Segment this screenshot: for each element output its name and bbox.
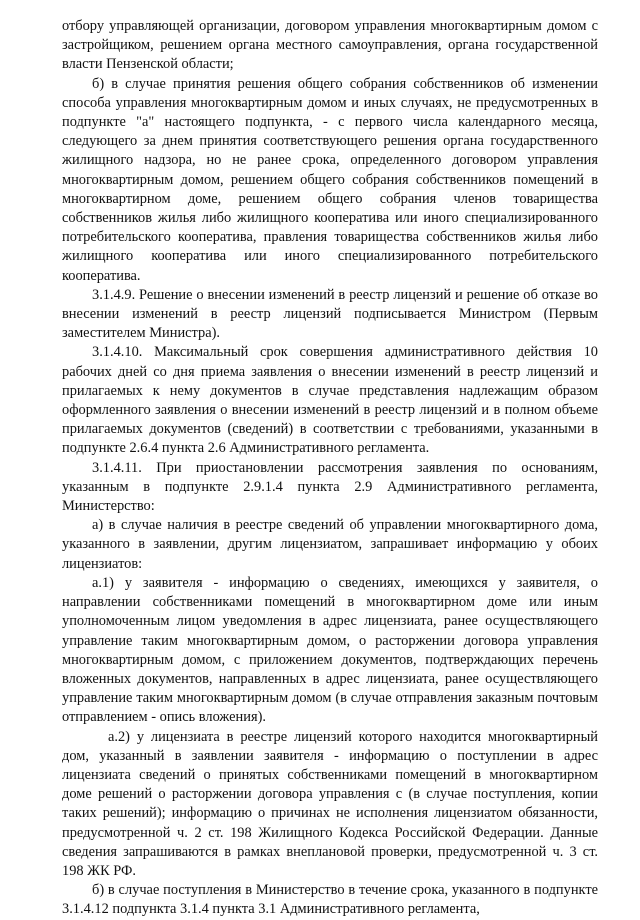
paragraph-item-b-term: б) в случае принятия решения общего собрания собственников об изменении способа управления многоквартирным домом и иных случаях, не предусмотренных в подпункте "а" настоящего подпункта, - с первого числа календарного месяца, следующего за днем принятия соответствующего решения органа государственного жилищного надзора, но не ранее срока, определенного договором управления многоквартирным домом, решением общего собрания собственников помещений в многоквартирном доме, решением общего собрания членов товарищества собственников жилья либо жилищного кооператива или иного специализированного потребительского кооператива, правления товарищества собственников жилья либо жилищного кооператива или иного специализированного потребительского кооператива. xyxy=(62,75,598,284)
paragraph-item-a2: а.2) у лицензиата в реестре лицензий которого находится многоквартирный дом, указанный в заявлении заявителя - информацию о поступлении в адрес лицензиата сведений о принятых собственниками помещений в многоквартирном доме решений о расторжении договора управления с (в случае поступления, копии таких решений); информацию о причинах не исполнения лицензиатом обязанности, предусмотренной ч. 2 ст. 198 Жилищного Кодекса Российской Федерации. Данные сведения запрашиваются в рамках внеплановой проверки, предусмотренной ч. 3 ст. 198 ЖК РФ. xyxy=(62,728,598,879)
paragraph-item-a1: а.1) у заявителя - информацию о сведениях, имеющихся у заявителя, о направлении собственниками помещений в многоквартирном доме или иным уполномоченным лицом уведомления в адрес лицензиата, ранее осуществляющего управление таким многоквартирным домом, о расторжении договора управления многоквартирным домом, с приложением документов, подтверждающих перечень вложенных документов, направленных в адрес лицензиата, ранее осуществляющего управление таким многоквартирным домом (в случае отправления заказным почтовым отправлением - опись вложения). xyxy=(62,574,598,726)
paragraph-item-a: а) в случае наличия в реестре сведений об управлении многоквартирного дома, указанного в заявлении, другим лицензиатом, запрашивает информацию у обоих лицензиатов: xyxy=(62,517,598,572)
paragraph-3-1-4-9: 3.1.4.9. Решение о внесении изменений в реестр лицензий и решение об отказе во внесении изменений в реестр лицензий подписывается Министром (Первым заместителем Министра). xyxy=(62,286,598,342)
paragraph-3-1-4-10: 3.1.4.10. Максимальный срок совершения административного действия 10 рабочих дней со дня приема заявления о внесении изменений в реестр лицензий и прилагаемых к нему документов в случае представления надлежащим образом оформленного заявления о внесении изменений в реестр лицензий и в полном объеме прилагаемых документов (сведений) в соответствии с требованиями, указанными в подпункте 2.6.4 пункта 2.6 Административного регламента. xyxy=(62,344,598,457)
paragraph-3-1-4-11: 3.1.4.11. При приостановлении рассмотрения заявления по основаниям, указанным в подпункте 2.9.1.4 пункта 2.9 Административного регламента, Министерство: xyxy=(62,459,598,515)
paragraph-item-b-receipt: б) в случае поступления в Министерство в течение срока, указанного в подпункте 3.1.4.12 подпункта 3.1.4 пункта 3.1 Административного регламента, xyxy=(62,882,598,918)
paragraph-continuation: отбору управляющей организации, договором управления многоквартирным домом с застройщиком, решением органа местного самоуправления, органа государственной власти Пензенской области; xyxy=(62,18,598,73)
